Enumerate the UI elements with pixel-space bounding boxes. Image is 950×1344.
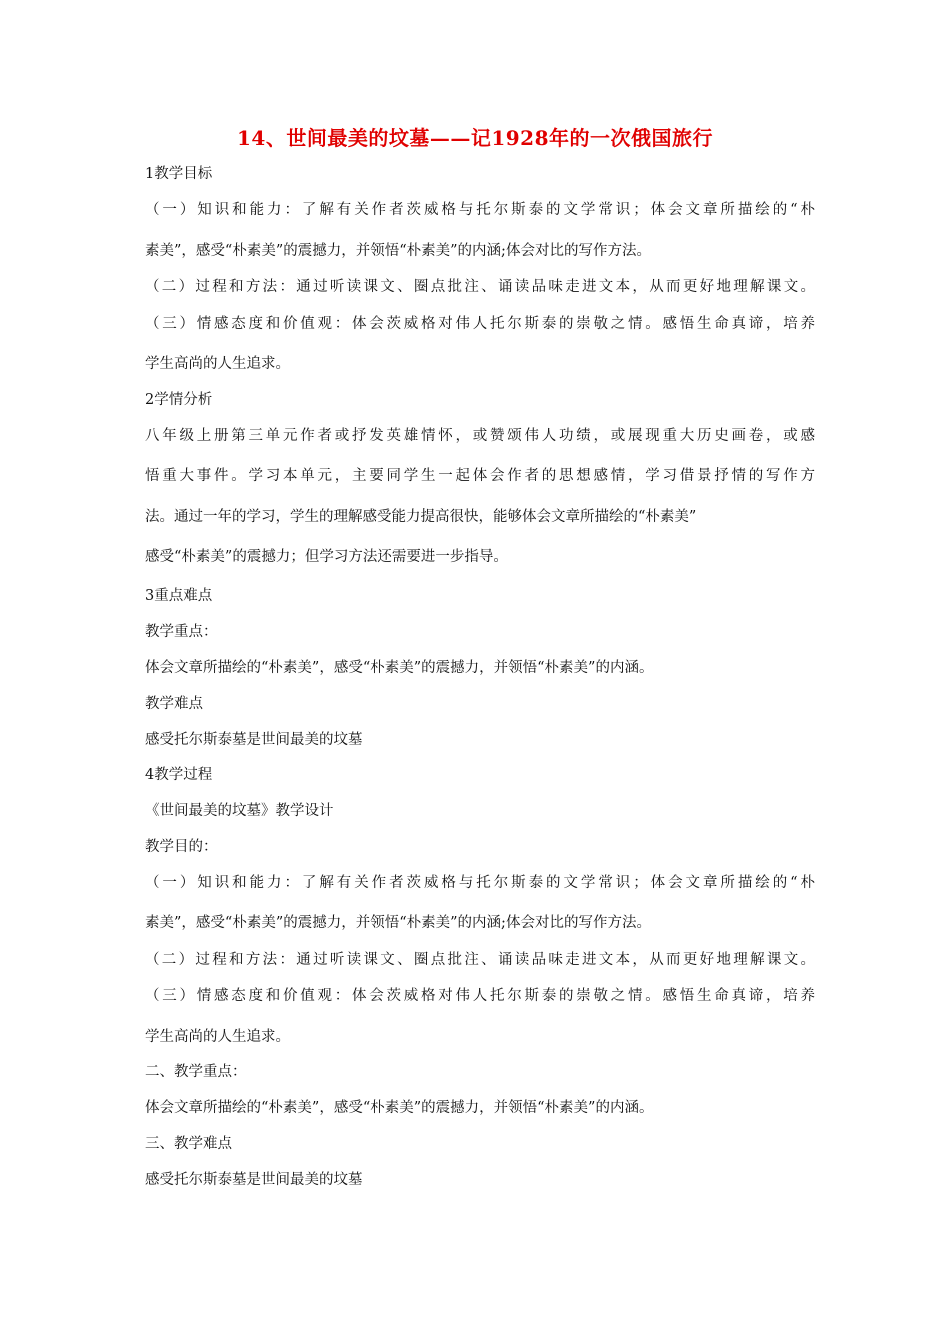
paragraph-line: （三）情感态度和价值观：体会茨威格对伟人托尔斯泰的崇敬之情。感悟生命真谛，培养: [145, 988, 815, 1004]
subheading: 教学难点: [145, 696, 203, 712]
paragraph-line: （一）知识和能力：了解有关作者茨威格与托尔斯泰的文学常识；体会文章所描绘的“朴: [145, 202, 815, 218]
paragraph-line: 学生高尚的人生追求。: [145, 356, 290, 372]
paragraph-line: 法。通过一年的学习，学生的理解感受能力提高很快，能够体会文章所描绘的“朴素美”: [145, 509, 697, 525]
subheading: 三、教学难点: [145, 1136, 232, 1152]
paragraph-line: （三）情感态度和价值观：体会茨威格对伟人托尔斯泰的崇敬之情。感悟生命真谛，培养: [145, 316, 815, 332]
document-title: 14、世间最美的坟墓——记1928年的一次俄国旅行: [237, 126, 713, 150]
paragraph-line: （二）过程和方法：通过听读课文、圈点批注、诵读品味走进文本，从而更好地理解课文。: [145, 952, 815, 968]
paragraph-line: 《世间最美的坟墓》教学设计: [145, 803, 334, 819]
paragraph-line: 感受托尔斯泰墓是世间最美的坟墓: [145, 1172, 363, 1188]
subheading: 教学重点：: [145, 624, 218, 640]
paragraph-line: （二）过程和方法：通过听读课文、圈点批注、诵读品味走进文本，从而更好地理解课文。: [145, 279, 815, 295]
paragraph-line: （一）知识和能力：了解有关作者茨威格与托尔斯泰的文学常识；体会文章所描绘的“朴: [145, 875, 815, 891]
paragraph-line: 素美”，感受“朴素美”的震撼力，并领悟“朴素美”的内涵;体会对比的写作方法。: [145, 243, 651, 259]
heading-student-analysis: 2学情分析: [145, 392, 213, 408]
paragraph-line: 体会文章所描绘的“朴素美”，感受“朴素美”的震撼力，并领悟“朴素美”的内涵。: [145, 660, 654, 676]
subheading: 二、教学重点：: [145, 1064, 247, 1080]
paragraph-line: 学生高尚的人生追求。: [145, 1029, 290, 1045]
paragraph-line: 悟重大事件。学习本单元，主要同学生一起体会作者的思想感情，学习借景抒情的写作方: [145, 468, 815, 484]
heading-teaching-process: 4教学过程: [145, 767, 213, 783]
paragraph-line: 八年级上册第三单元作者或抒发英雄情怀，或赞颂伟人功绩，或展现重大历史画卷，或感: [145, 428, 815, 444]
paragraph-line: 素美”，感受“朴素美”的震撼力，并领悟“朴素美”的内涵;体会对比的写作方法。: [145, 915, 651, 931]
paragraph-line: 体会文章所描绘的“朴素美”，感受“朴素美”的震撼力，并领悟“朴素美”的内涵。: [145, 1100, 654, 1116]
paragraph-line: 感受托尔斯泰墓是世间最美的坟墓: [145, 732, 363, 748]
heading-teaching-goals: 1教学目标: [145, 166, 213, 182]
subheading: 教学目的：: [145, 839, 218, 855]
paragraph-line: 感受“朴素美”的震撼力；但学习方法还需要进一步指导。: [145, 549, 508, 565]
heading-key-points: 3重点难点: [145, 588, 213, 604]
